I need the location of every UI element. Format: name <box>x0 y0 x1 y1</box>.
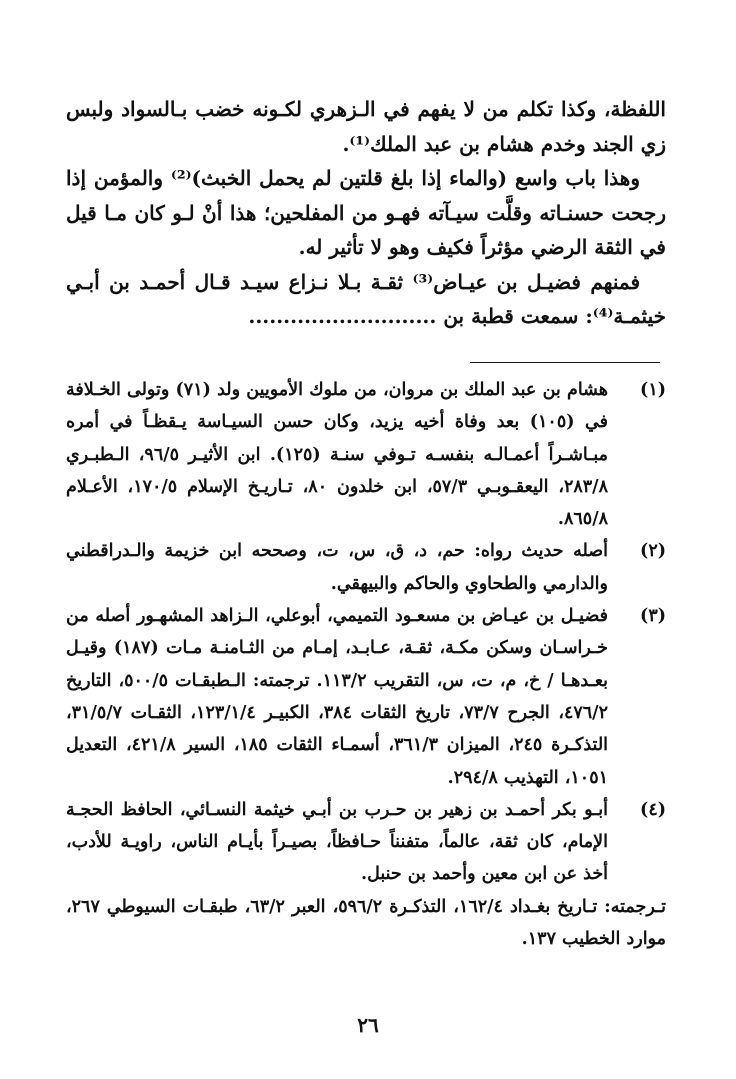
paragraph-3 <box>66 265 666 334</box>
footnote-text: أصله حديث رواه: حم، د، ق، س، ت، وصححه ابن خزيمة والـدراقطني والدارمي والطحاوي والحاكم والبيهقي. <box>66 541 608 594</box>
footnote-text: أبـو بكر أحمـد بن زهير بن حـرب بن أبـي خيثمة النسـائي، الحافظ الحجـة الإمام، كان ثقة، عالماً، متفنناً حـافظاً، بصيـراً بأيـام الناس، راويـة للأدب، أخذ عن ابن معين وأحمد بن حنبل. <box>66 799 608 885</box>
footnote-4-continuation: تـرجمته: تـاريخ بغـداد ١٦٢/٤، التذكـرة ٥٩٦/٢، العبر ٦٣/٢، طبقـات السيوطي ٢٦٧، موارد الخطيب ١٣٧. <box>66 896 667 950</box>
main-body-text <box>66 92 666 334</box>
paragraph-1: اللفظة، وكذا تكلم من لا يفهم في الـزهري لكـونه خضب بـالسواد ولبس زي الجند وخدم هشام بن عبد الملك⁽¹⁾. <box>66 97 666 156</box>
page-number: ٢٦ <box>357 1013 379 1037</box>
footnote-text: هشام بن عبد الملك بن مروان، من ملوك الأمويين ولد (٧١) وتولى الخـلافة في (١٠٥) بعد وفاة أخيه يزيد، وكان حسن السيـاسة يـقظـاً في أمره مبـاشـراً أعمـالـه بنفسـه تـوفي سنـة (١٢٥). ابن الأثيـر ٩٦/٥، الـطبـري ٢٨٣/٨، اليعقـوبـي ٥٧/٣، ابن خلدون ٨٠، تـاريـخ الإسلام ١٧٠/٥، الأعـلام ٨٦٥/٨. <box>66 380 609 530</box>
footnote-divider <box>470 362 660 363</box>
footnotes-section <box>66 374 666 955</box>
footnote-text: فضيـل بن عيـاض بن مسعـود التميمي، أبوعلي، الـزاهد المشهـور أصله من خـراسـان وسكن مكـة، ثقـة، عـابـد، إمـام من الثـامنـة مـات (١٨٧) وقيـل بعـدهـا / خ، م، ت، س، التقريب ١١٣/٢. ترجمته: الـطبقـات ٥٠٠/٥، التاريخ ٤٧٦/٢، الجرح ٧٣/٧، تاريخ الثقات ٣٨٤، الكبيـر ١٢٣/١/٤، الثقـات ٣١/٥/٧، التذكـرة ٢٤٥، الميزان ٣٦١/٣، أسمـاء الثقات ١٨٥، السير ٤٢١/٨، التعديل ١٠٥١، التهذيب ٢٩٤/٨. <box>66 606 609 788</box>
footnote-number: (٢) <box>640 541 666 562</box>
footnote-number: (٤) <box>640 799 666 820</box>
footnote-3 <box>66 600 666 794</box>
footnote-1 <box>66 374 666 535</box>
paragraph-3-text: فمنهم فضيـل بن عيـاض⁽³⁾ ثقـة بـلا نـزاع سيـد قـال أحمـد بن أبـي خيثمـة⁽⁴⁾: سمعت قطبة بن <box>66 269 666 328</box>
ellipsis-dots: ........................... <box>248 304 437 328</box>
footnote-2 <box>66 535 666 600</box>
paragraph-2: وهذا باب واسع (والماء إذا بلغ قلتين لم يحمل الخبث)⁽²⁾ والمؤمن إذا رجحت حسنـاته وقلَّت سيـآته فهـو من المفلحين؛ هذا أنْ لـو كان مـا قيل في الثقة الرضي مؤثراً فكيف وهو لا تأثير له. <box>66 166 666 259</box>
footnote-number: (٣) <box>640 606 666 627</box>
footnote-4 <box>66 794 666 891</box>
footnote-number: (١) <box>640 380 666 400</box>
